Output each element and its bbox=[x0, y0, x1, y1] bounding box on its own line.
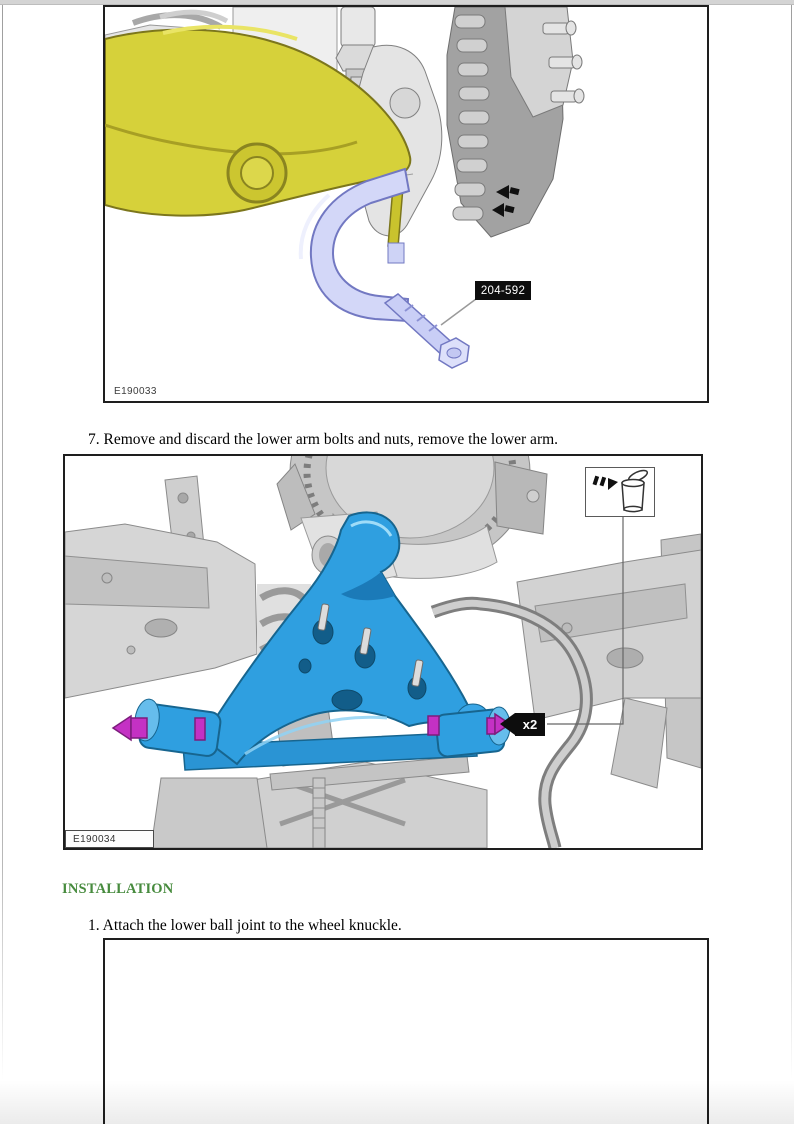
trash-can-discard-icon bbox=[586, 468, 654, 516]
figure-e190034 bbox=[63, 454, 703, 850]
figure-e190033 bbox=[103, 5, 709, 403]
x2-arrow bbox=[500, 713, 515, 735]
step-1-text: 1. Attach the lower ball joint to the wheel knuckle. bbox=[88, 916, 402, 934]
step-7-text: 7. Remove and discard the lower arm bolts and nuts, remove the lower arm. bbox=[88, 430, 559, 448]
figure-empty-partial bbox=[103, 938, 709, 1124]
press-tool-204-592 bbox=[301, 169, 469, 368]
tool-callout-label: 204-592 bbox=[475, 281, 531, 300]
page-left-edge bbox=[2, 5, 3, 1080]
discard-parts-box bbox=[585, 467, 655, 517]
quantity-callout-label: x2 bbox=[515, 713, 545, 736]
tool-leader-line bbox=[441, 299, 476, 325]
page-right-edge bbox=[791, 5, 792, 1080]
installation-heading: INSTALLATION bbox=[62, 881, 174, 898]
figure-code-e190033: E190033 bbox=[114, 386, 157, 397]
press-tool-illustration bbox=[105, 7, 707, 401]
figure-code-e190034: E190034 bbox=[65, 830, 154, 848]
